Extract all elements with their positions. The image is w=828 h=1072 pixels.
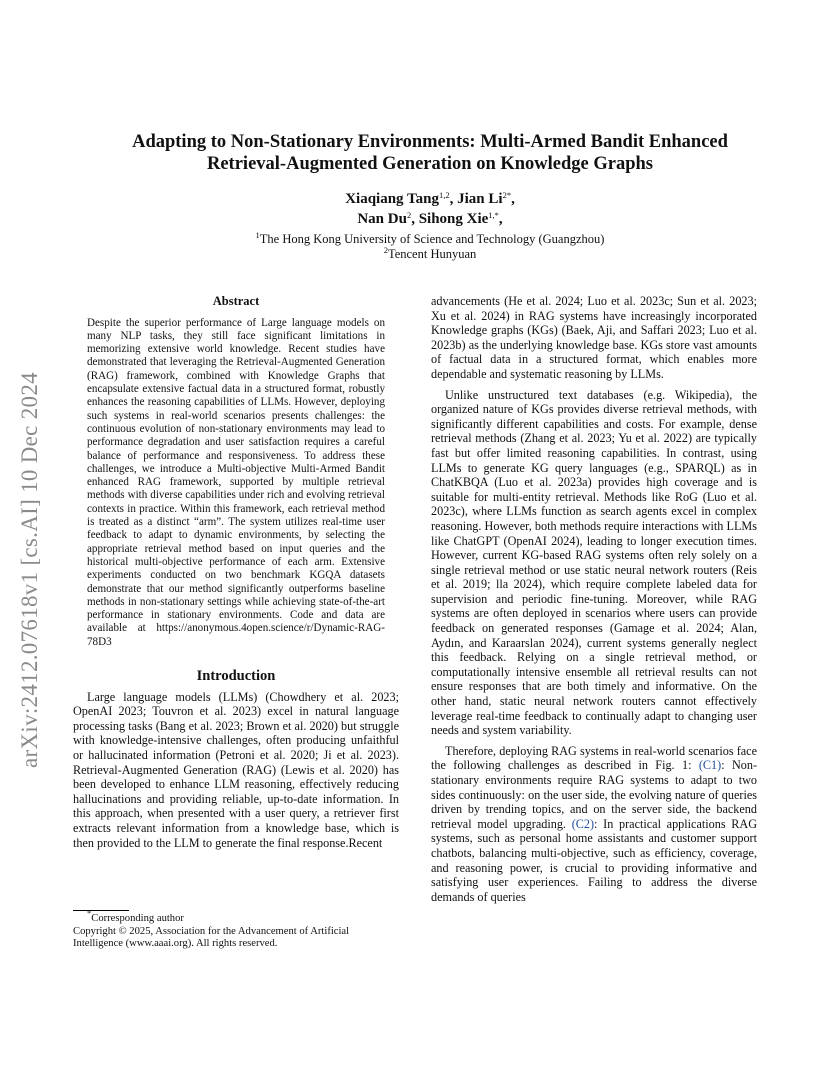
introduction-heading: Introduction (196, 668, 276, 685)
affiliation-2: $^2$Tencent Hunyuan (383, 245, 477, 261)
author-name: Xiaqiang Tang (345, 191, 439, 207)
author-affiliation-mark: 1,* (488, 210, 499, 220)
arxiv-identifier-stamp: arXiv:2412.07618v1 [cs.AI] 10 Dec 2024 (17, 372, 42, 768)
abstract-heading: Abstract (212, 294, 260, 308)
paper-title (70, 131, 790, 175)
author-line-2: Nan Du$^2$, Sihong Xie$^{1,*}$, (357, 210, 503, 227)
affiliation-1: $^1$The Hong Kong University of Science and Technology (Guangzhou) (255, 230, 605, 246)
right-column (431, 294, 757, 904)
title-line-2: Retrieval-Augmented Generation on Knowledge Graphs (206, 154, 654, 174)
introduction-paragraph-3: Therefore, deploying RAG systems in real-world scenarios face the following challenges as described in Fig. 1: (C1): Non-stationary environments require RAG systems to adapt to two sides continuously: on the user side, the evolving nature of queries driven by trending topics, and on the server side, the backend retrieval model upgrading. (C2): In practical applications RAG systems, such as personal home assistants and customer support chatbots, balancing multi-objective, such as efficiency, coverage, and reasoning power, is crucial to providing informative and satisfying user experiences. Failing to address the diverse demands of queries (431, 743, 758, 904)
corresponding-author-note: *Corresponding author (87, 908, 184, 924)
introduction-paragraph-2: Unlike unstructured text databases (e.g. Wikipedia), the organized nature of KGs provides diverse retrieval methods, with significantly different capabilities and costs. For example, dense retrieval methods (Zhang et al. 2023; Yu et al. 2022) are typically fast but offer limited reasoning capabilities. In contrast, using LLMs to generate KG query languages (e.g., SPARQL) as in ChatKBQA (Luo et al. 2023a) provides high coverage and is suitable for multi-entity retrieval. Methods like RoG (Luo et al. 2023c), where LLMs function as search agents excel in complex reasoning. However, both methods require interactions with LLMs like ChatGPT (OpenAI 2024), leading to longer execution times. However, current KG-based RAG systems often rely solely on a single retrieval method or use static neural network routers (Reis et al. 2019; lla 2024), which require complete labeled data for supervision and periodic fine-tuning. Moreover, while RAG systems are often deployed in scenarios where users can provide feedback on generated responses (Gamage et al. 2024; Alan, Aydın, and Karaarslan 2024), current systems generally neglect this feedback. Relying on a single retrieval method, or computationally intensive ensemble all retrieval results can not ensure responses that are both timely and informative. On the other hand, static neural network routers cannot effectively leverage real-time feedback to continually adapt to changing user needs and system variability. (431, 387, 757, 738)
abstract-body: Despite the superior performance of Large language models on many NLP tasks, they still face significant limitations in memorizing extensive world knowledge. Recent studies have demonstrated that leveraging the Retrieval-Augmented Generation (RAG) framework, combined with Knowledge Graphs that encapsulate extensive factual data in a structured format, robustly enhances the reasoning capabilities of LLMs. However, deploying such systems in real-world scenarios presents challenges: the continuous evolution of non-stationary environments may lead to performance degradation and user satisfaction requires a careful balance of performance and responsiveness. To address these challenges, we introduce a Multi-objective Multi-Armed Bandit enhanced RAG framework, supported by multiple retrieval methods with diverse capabilities under rich and evolving retrieval contexts in practice. Within this framework, each retrieval method is treated as a distinct “arm”. The system utilizes real-time user feedback to adapt to dynamic environments, by selecting the appropriate retrieval method based on input queries and the historical multi-objective performance of each arm. Extensive experiments conducted on two benchmark KGQA datasets demonstrate that our method significantly outperforms baseline methods in non-stationary settings while achieving state-of-the-art performance in stationary environments. Code and data are available at https://anonymous.4open.science/r/Dynamic-RAG-78D3 (87, 316, 385, 648)
footnote-divider (73, 910, 129, 911)
author-name: Nan Du (357, 211, 407, 227)
introduction-paragraph-1-continued: advancements (He et al. 2024; Luo et al. 2023c; Sun et al. 2023; Xu et al. 2024) in RAG systems have increasingly incorporated Knowledge graphs (KGs) (Baek, Aji, and Saffari 2023; Luo et al. 2023b) as the underlying knowledge base. KGs store vast amounts of factual data in a structured format, which enables more dependable and systematic reasoning by LLMs. (431, 294, 757, 381)
author-affiliation-mark: 1,2 (439, 190, 450, 200)
author-affiliation-mark: 2* (502, 190, 512, 200)
challenge-c1-link[interactable]: (C1) (698, 758, 722, 773)
left-column (73, 294, 399, 850)
author-line-1: Xiaqiang Tang$^{1,2}$, Jian $Li^{2*}$, (345, 190, 515, 207)
copyright-notice: Copyright © 2025, Association for the Advancement of Artificial Intelligence (www.aaai.org). All rights reserved. (73, 925, 350, 950)
affiliations (70, 232, 790, 262)
challenge-c2-link[interactable]: (C2) (571, 816, 595, 831)
title-line-1: Adapting to Non-Stationary Environments: Multi-Armed Bandit Enhanced (132, 132, 728, 152)
author-list (70, 189, 790, 229)
author-name: Sihong Xie (418, 211, 489, 227)
author-affiliation-mark: 2 (406, 210, 412, 220)
author-name: Jian Li (457, 191, 503, 207)
footnote (73, 908, 399, 951)
introduction-paragraph-1: Large language models (LLMs) (Chowdhery et al. 2023; OpenAI 2023; Touvron et al. 2023) excel in natural language processing tasks (Bang et al. 2023; Brown et al. 2020) but struggle with knowledge-intensive challenges, often producing unfaithful or hallucinated information (Petroni et al. 2020; Ji et al. 2023). Retrieval-Augmented Generation (RAG) (Lewis et al. 2020) has been developed to enhance LLM reasoning, effectively reducing hallucinations and providing reliable, up-to-date information. In this approach, when presented with a user query, a retriever first extracts relevant information from a knowledge base, which is then provided to the LLM to generate the final response.Recent (73, 689, 399, 850)
